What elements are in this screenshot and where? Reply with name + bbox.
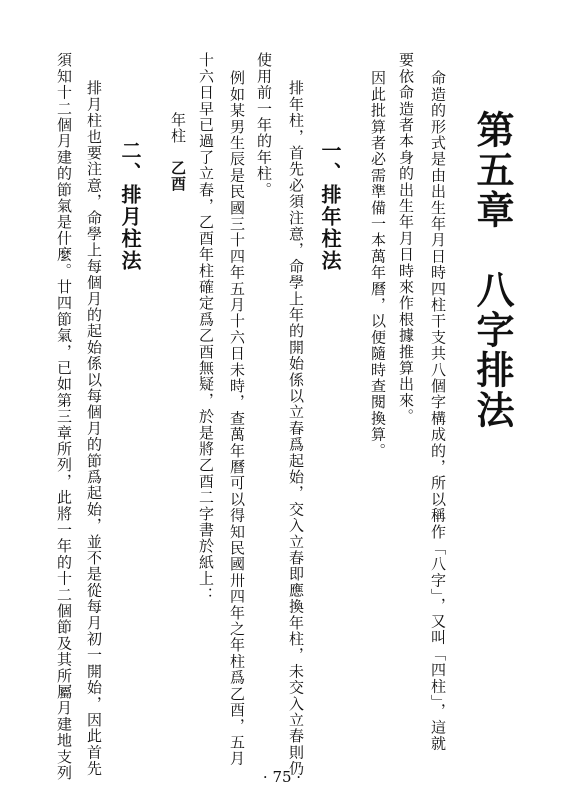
intro-line-3: 因此批算者必需準備一本萬年曆，以便隨時查閱換算。 xyxy=(369,70,387,459)
intro-line-2: 要依命造者本身的出生年月日時來作根據推算出來。 xyxy=(397,52,415,425)
page-number: · 75 · xyxy=(262,768,302,786)
section2-line-1: 排月柱也要注意，命學上每個月的起始係以每個月的節爲起始，並不是從每月初一開始，因此首先 xyxy=(85,80,103,777)
pillar-value: 乙酉 xyxy=(169,160,187,192)
pillar-label: 年柱 xyxy=(169,112,187,144)
section-heading-year-pillar: 一、排年柱法 xyxy=(318,140,342,272)
section-heading-month-pillar: 二、排月柱法 xyxy=(118,140,142,272)
section1-line-2: 使用前一年的年柱。 xyxy=(255,52,273,198)
section1-line-3: 例如某男生辰是民國三十四年五月十六日未時，查萬年曆可以得知民國卅四年之年柱爲乙酉，五月 xyxy=(228,70,246,767)
section2-line-2: 須知十二個月建的節氣是什麼。廿四節氣，已如第三章所列，此將一年的十二個節及其所屬月建地支列 xyxy=(55,52,73,781)
section1-line-4: 十六日早已過了立春，乙酉年柱確定爲乙酉無疑，於是將乙酉二字書於紙上： xyxy=(197,52,215,603)
chapter-title: 第五章 八字排法 xyxy=(470,110,514,430)
section1-line-1: 排年柱，首先必須注意，命學上年的開始係以立春爲起始，交入立春即應換年柱，未交入立春則仍 xyxy=(287,80,305,777)
intro-line-1: 命造的形式是由出生年月日時四柱干支共八個字構成的，所以稱作「八字」，又叫「四柱」，這就 xyxy=(429,70,447,752)
